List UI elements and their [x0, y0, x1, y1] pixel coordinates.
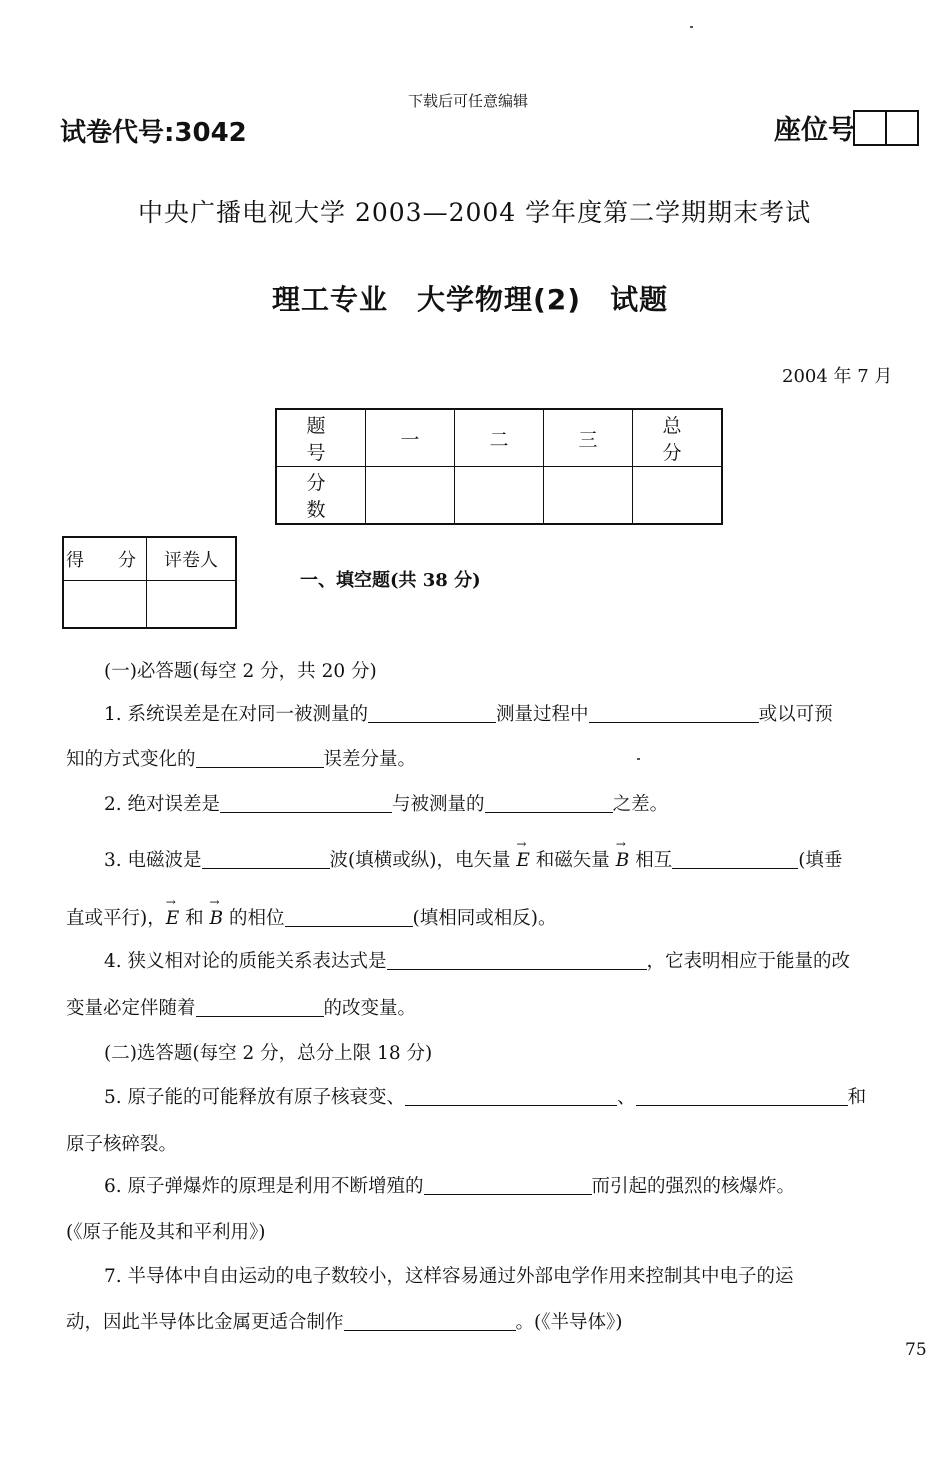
answer-blank [387, 951, 647, 971]
grader-table-header-row [63, 537, 236, 581]
vector-e-symbol: → E [516, 850, 530, 871]
page-number: 75 [905, 1340, 927, 1360]
question-7-line-1: 7. 半导体中自由运动的电子数较小，这样容易通过外部电学作用来控制其中电子的运 [104, 1266, 794, 1287]
question-1-line-1: 1. 系统误差是在对同一被测量的 测量过程中 或以可预 [104, 704, 833, 725]
scan-speck [690, 26, 693, 28]
answer-blank [285, 908, 413, 928]
section-title: 一、填空题(共 38 分) [300, 570, 481, 591]
question-5-line-2: 原子核碎裂。 [66, 1134, 178, 1155]
question-1-line-2: 知的方式变化的 误差分量。 [66, 749, 417, 770]
paper-code: 试卷代号:3042 [60, 118, 247, 148]
score-table [275, 408, 723, 525]
answer-blank [636, 1087, 848, 1107]
score-row-label: 分 数 [276, 467, 366, 525]
grader-name-cell [147, 581, 237, 629]
answer-blank [672, 850, 798, 870]
grader-table [62, 536, 237, 629]
question-6-line-2: (《原子能及其和平利用》) [66, 1222, 266, 1243]
score-table-header-row [276, 409, 722, 467]
question-4-line-1: 4. 狭义相对论的质能关系表达式是 ，它表明相应于能量的改 [104, 951, 851, 972]
answer-blank [368, 704, 496, 724]
vector-b-symbol: → B [210, 908, 224, 929]
question-4-line-2: 变量必定伴随着 的改变量。 [66, 998, 417, 1019]
question-3-line-2: 直或平行)，→ E 和 → B 的相位 (填相同或相反)。 [66, 904, 556, 930]
question-6-line-1: 6. 原子弹爆炸的原理是利用不断增殖的 而引起的强烈的核爆炸。 [104, 1176, 796, 1197]
answer-blank [405, 1087, 617, 1107]
question-7-line-2: 动，因此半导体比金属更适合制作 。(《半导体》) [66, 1312, 623, 1333]
seat-number-field [774, 108, 919, 147]
part-title: (一)必答题(每空 2 分，共 20 分) [104, 661, 377, 682]
answer-blank [220, 794, 392, 814]
question-2: 2. 绝对误差是 与被测量的 之差。 [104, 794, 669, 815]
exam-date: 2004 年 7 月 [782, 366, 893, 387]
score-cell [633, 467, 723, 525]
answer-blank [196, 998, 324, 1018]
vector-e-symbol: → E [166, 908, 180, 929]
seat-box-2 [885, 110, 919, 146]
subject-title: 理工专业 大学物理(2) 试题 [272, 283, 669, 316]
seat-label: 座位号 [774, 115, 855, 146]
part-title: (二)选答题(每空 2 分，总分上限 18 分) [104, 1043, 433, 1064]
grader-score-cell [63, 581, 147, 629]
answer-blank [485, 794, 613, 814]
scan-speck [637, 758, 640, 760]
question-3-line-1: 3. 电磁波是 波(填横或纵)，电矢量 → E 和磁矢量 → B 相互 (填垂 [104, 846, 842, 872]
score-header-cell: 总 分 [633, 409, 723, 467]
score-cell [366, 467, 455, 525]
grader-name-header: 评卷人 [147, 537, 237, 581]
score-header-cell: 二 [455, 409, 544, 467]
score-cell [455, 467, 544, 525]
watermark-text: 下载后可任意编辑 [408, 92, 529, 110]
answer-blank [202, 850, 330, 870]
score-cell [544, 467, 633, 525]
grader-score-header: 得 分 [63, 537, 147, 581]
question-5-line-1: 5. 原子能的可能释放有原子核衰变、 、 和 [104, 1087, 867, 1108]
score-header-cell: 一 [366, 409, 455, 467]
answer-blank [344, 1312, 516, 1332]
grader-table-value-row [63, 581, 236, 629]
score-header-cell: 三 [544, 409, 633, 467]
exam-title: 中央广播电视大学 2003—2004 学年度第二学期期末考试 [138, 198, 812, 227]
answer-blank [589, 704, 759, 724]
score-header-cell: 题 号 [276, 409, 366, 467]
vector-b-symbol: → B [616, 850, 630, 871]
answer-blank [196, 749, 324, 769]
answer-blank [424, 1176, 592, 1196]
score-table-value-row [276, 467, 722, 525]
seat-box-1 [853, 110, 887, 146]
